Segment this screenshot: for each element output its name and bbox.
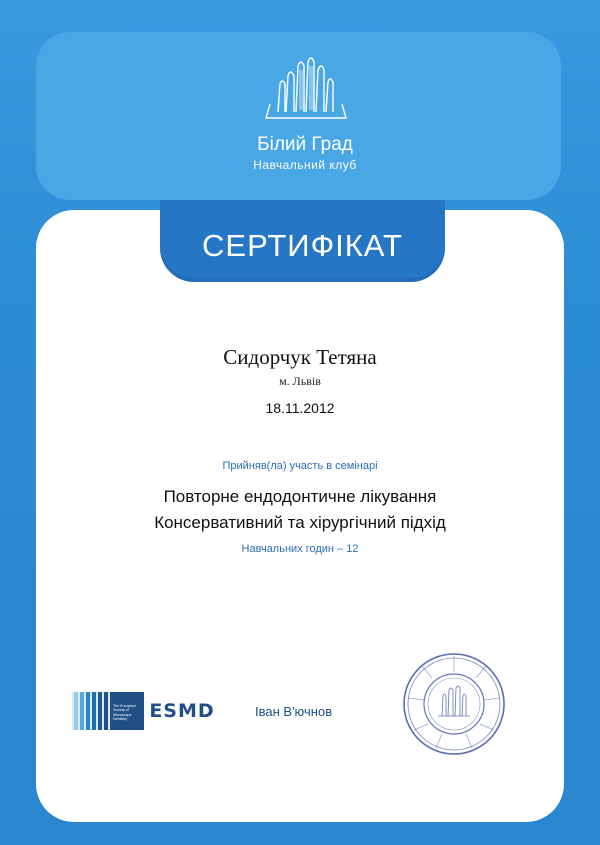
esmd-stripes-icon <box>72 692 110 730</box>
recipient-city: м. Львів <box>279 374 321 388</box>
esmd-small-text: The European Society of Microscope Dentistry <box>110 692 144 730</box>
seminar-title-line2: Консервативний та хірургічний підхід <box>154 513 446 532</box>
participation-text: Прийняв(ла) участь в семінарі <box>222 460 378 472</box>
city-towers-logo-icon <box>258 54 354 124</box>
esmd-label: ESMD <box>149 700 215 722</box>
recipient-name: Сидорчук Тетяна <box>223 345 377 369</box>
esmd-logo <box>72 692 220 730</box>
seminar-title-line1: Повторне ендодонтичне лікування <box>163 487 437 506</box>
signer-name: Іван В'ючнов <box>255 704 333 719</box>
certificate-date: 18.11.2012 <box>265 400 335 416</box>
certificate-title: СЕРТИФІКАТ <box>202 228 403 263</box>
brand-subtitle: Навчальний клуб <box>253 158 357 172</box>
brand-name: Білий Град <box>257 134 353 155</box>
hours-text: Навчальних годин – 12 <box>241 543 359 555</box>
round-seal-stamp-icon <box>402 652 506 756</box>
